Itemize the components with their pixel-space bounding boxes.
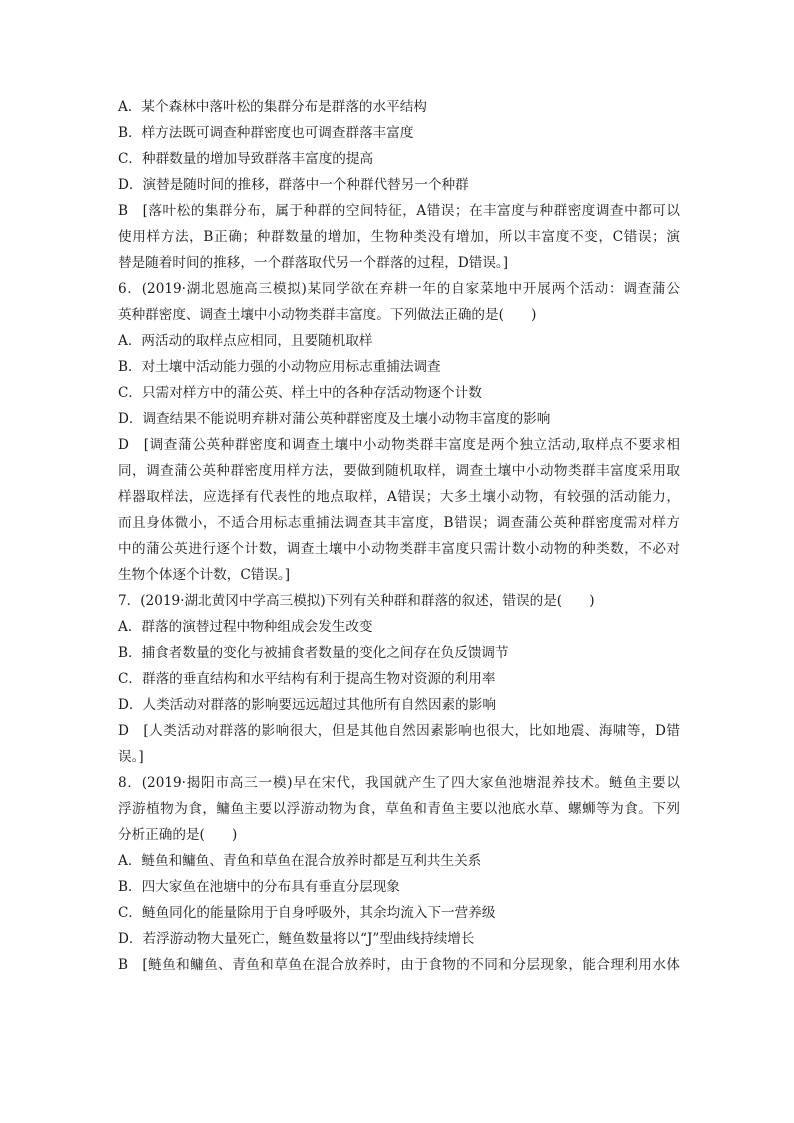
question-7: 7．(2019·湖北黄冈中学高三模拟)下列有关种群和群落的叙述，错误的是( ) [118, 593, 595, 609]
option-b-q7: B．捕食者数量的变化与被捕食者数量的变化之间存在负反馈调节 [118, 645, 509, 661]
option-b-q6: B．对土壤中活动能力强的小动物应用标志重捕法调查 [118, 359, 441, 375]
answer-q7-line-1: D [人类活动对群落的影响很大，但是其他自然因素影响也很大，比如地震、海啸等，D错 [118, 723, 680, 739]
option-c-q6: C．只需对样方中的蒲公英、样土中的各种存活动物逐个计数 [118, 385, 482, 401]
option-d-q7: D．人类活动对群落的影响要远远超过其他所有自然因素的影响 [118, 697, 496, 713]
question-6-line-1: 6．(2019·湖北恩施高三模拟)某同学欲在弃耕一年的自家菜地中开展两个活动：调查蒲公 [118, 281, 680, 297]
question-8-line-3: 分析正确的是( ) [118, 827, 238, 843]
answer-q6-line-1: D [调查蒲公英种群密度和调查土壤中小动物类群丰富度是两个独立活动,取样点不要求相 [118, 437, 680, 453]
option-a-q6: A．两活动的取样点应相同，且要随机取样 [118, 333, 373, 349]
option-b-q5: B．样方法既可调查种群密度也可调查群落丰富度 [118, 125, 414, 141]
answer-q6-line-2: 同，调查蒲公英种群密度用样方法，要做到随机取样，调查土壤中小动物类群丰富度采用取 [118, 463, 680, 479]
answer-q6-line-3: 样器取样法，应选择有代表性的地点取样，A错误；大多土壤小动物，有较强的活动能力， [118, 489, 680, 505]
question-8-line-1: 8．(2019·揭阳市高三一模)早在宋代，我国就产生了四大家鱼池塘混养技术。鲢鱼主要以 [118, 775, 680, 791]
option-b-q8: B．四大家鱼在池塘中的分布具有垂直分层现象 [118, 879, 400, 895]
option-a-q7: A．群落的演替过程中物种组成会发生改变 [118, 619, 373, 635]
question-6-line-2: 英种群密度、调查土壤中小动物类群丰富度。下列做法正确的是( ) [118, 307, 537, 323]
option-c-q8: C．鲢鱼同化的能量除用于自身呼吸外，其余均流入下一营养级 [118, 905, 496, 921]
option-d-q5: D．演替是随时间的推移，群落中一个种群代替另一个种群 [118, 177, 469, 193]
answer-q5-line-3: 替是随着时间的推移，一个群落取代另一个群落的过程，D错误。] [118, 255, 509, 271]
option-d-q6: D．调查结果不能说明弃耕对蒲公英种群密度及土壤小动物丰富度的影响 [118, 411, 551, 427]
answer-q8-line-1: B [鲢鱼和鳙鱼、青鱼和草鱼在混合放养时，由于食物的不同和分层现象，能合理利用水体 [118, 957, 680, 973]
option-c-q5: C．种群数量的增加导致群落丰富度的提高 [118, 151, 374, 167]
option-c-q7: C．群落的垂直结构和水平结构有利于提高生物对资源的利用率 [118, 671, 496, 687]
question-8-line-2: 浮游植物为食，鳙鱼主要以浮游动物为食，草鱼和青鱼主要以池底水草、螺蛳等为食。下列 [118, 801, 680, 817]
option-d-q8: D．若浮游动物大量死亡，鲢鱼数量将以“J”型曲线持续增长 [118, 931, 475, 947]
answer-q6-line-5: 中的蒲公英进行逐个计数，调查土壤中小动物类群丰富度只需计数小动物的种类数，不必对 [118, 541, 680, 557]
answer-q6-line-4: 而且身体微小，不适合用标志重捕法调查其丰富度，B错误；调查蒲公英种群密度需对样方 [118, 515, 680, 531]
answer-q6-line-6: 生物个体逐个计数，C错误。] [118, 567, 291, 583]
option-a-q5: A．某个森林中落叶松的集群分布是群落的水平结构 [118, 99, 427, 115]
answer-q7-line-2: 误。] [118, 749, 144, 765]
answer-q5-line-2: 使用样方法，B正确；种群数量的增加，生物种类没有增加，所以丰富度不变，C错误；演 [118, 229, 680, 245]
answer-q5-line-1: B [落叶松的集群分布，属于种群的空间特征，A错误；在丰富度与种群密度调查中都可以 [118, 203, 680, 219]
option-a-q8: A．鲢鱼和鳙鱼、青鱼和草鱼在混合放养时都是互利共生关系 [118, 853, 482, 869]
document-body [118, 94, 680, 978]
